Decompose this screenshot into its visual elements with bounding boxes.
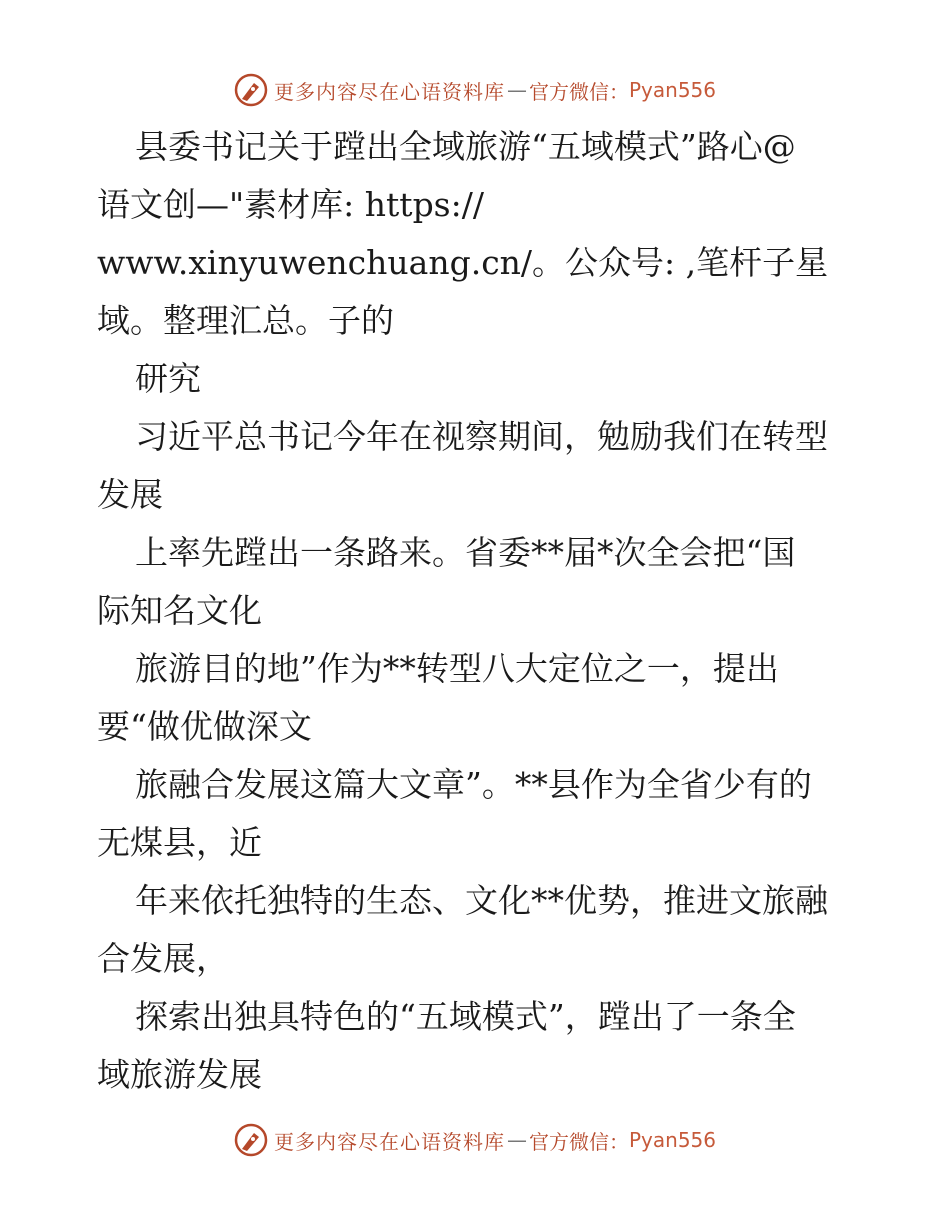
document-line: 探索出独具特色的“五域模式”，蹚出了一条全 — [135, 997, 796, 1036]
banner-wechat-label: 官方微信： — [528, 1129, 629, 1154]
document-line: 域旅游发展 — [97, 1055, 262, 1094]
document-line: 县委书记关于蹚出全域旅游“五域模式”路心@ — [135, 127, 796, 166]
document-line: 研究 — [135, 359, 201, 398]
pen-nib-logo-icon — [234, 73, 268, 107]
banner-wechat-id: Pyan556 — [628, 1128, 716, 1152]
banner-wechat-label: 官方微信： — [528, 79, 629, 104]
document-line: 旅游目的地”作为**转型八大定位之一，提出 — [135, 649, 779, 688]
document-line: 语文创—"素材库: https:// — [97, 185, 484, 224]
document-line: 要“做优做深文 — [97, 707, 312, 746]
document-line: www.xinyuwenchuang.cn/。公众号: ,笔杆子星 — [97, 243, 829, 282]
banner-wechat-id: Pyan556 — [628, 78, 716, 102]
header-banner — [0, 70, 950, 110]
document-line: 合发展， — [97, 939, 229, 978]
document-line: 域。整理汇总。子的 — [97, 301, 394, 340]
banner-main-text: 更多内容尽在心语资料库 — [273, 79, 505, 104]
document-body — [97, 118, 867, 1104]
document-line: 无煤县，近 — [97, 823, 262, 862]
banner-dash: — — [506, 78, 527, 102]
pen-nib-logo-icon — [234, 1123, 268, 1157]
footer-banner — [0, 1120, 950, 1160]
banner-dash: — — [506, 1128, 527, 1152]
document-line: 上率先蹚出一条路来。省委**届*次全会把“国 — [135, 533, 796, 572]
document-line: 旅融合发展这篇大文章”。**县作为全省少有的 — [135, 765, 812, 804]
banner-main-text: 更多内容尽在心语资料库 — [273, 1129, 505, 1154]
document-line: 际知名文化 — [97, 591, 262, 630]
document-line: 习近平总书记今年在视察期间，勉励我们在转型 — [135, 417, 828, 456]
document-line: 发展 — [97, 475, 163, 514]
document-line: 年来依托独特的生态、文化**优势，推进文旅融 — [135, 881, 828, 920]
